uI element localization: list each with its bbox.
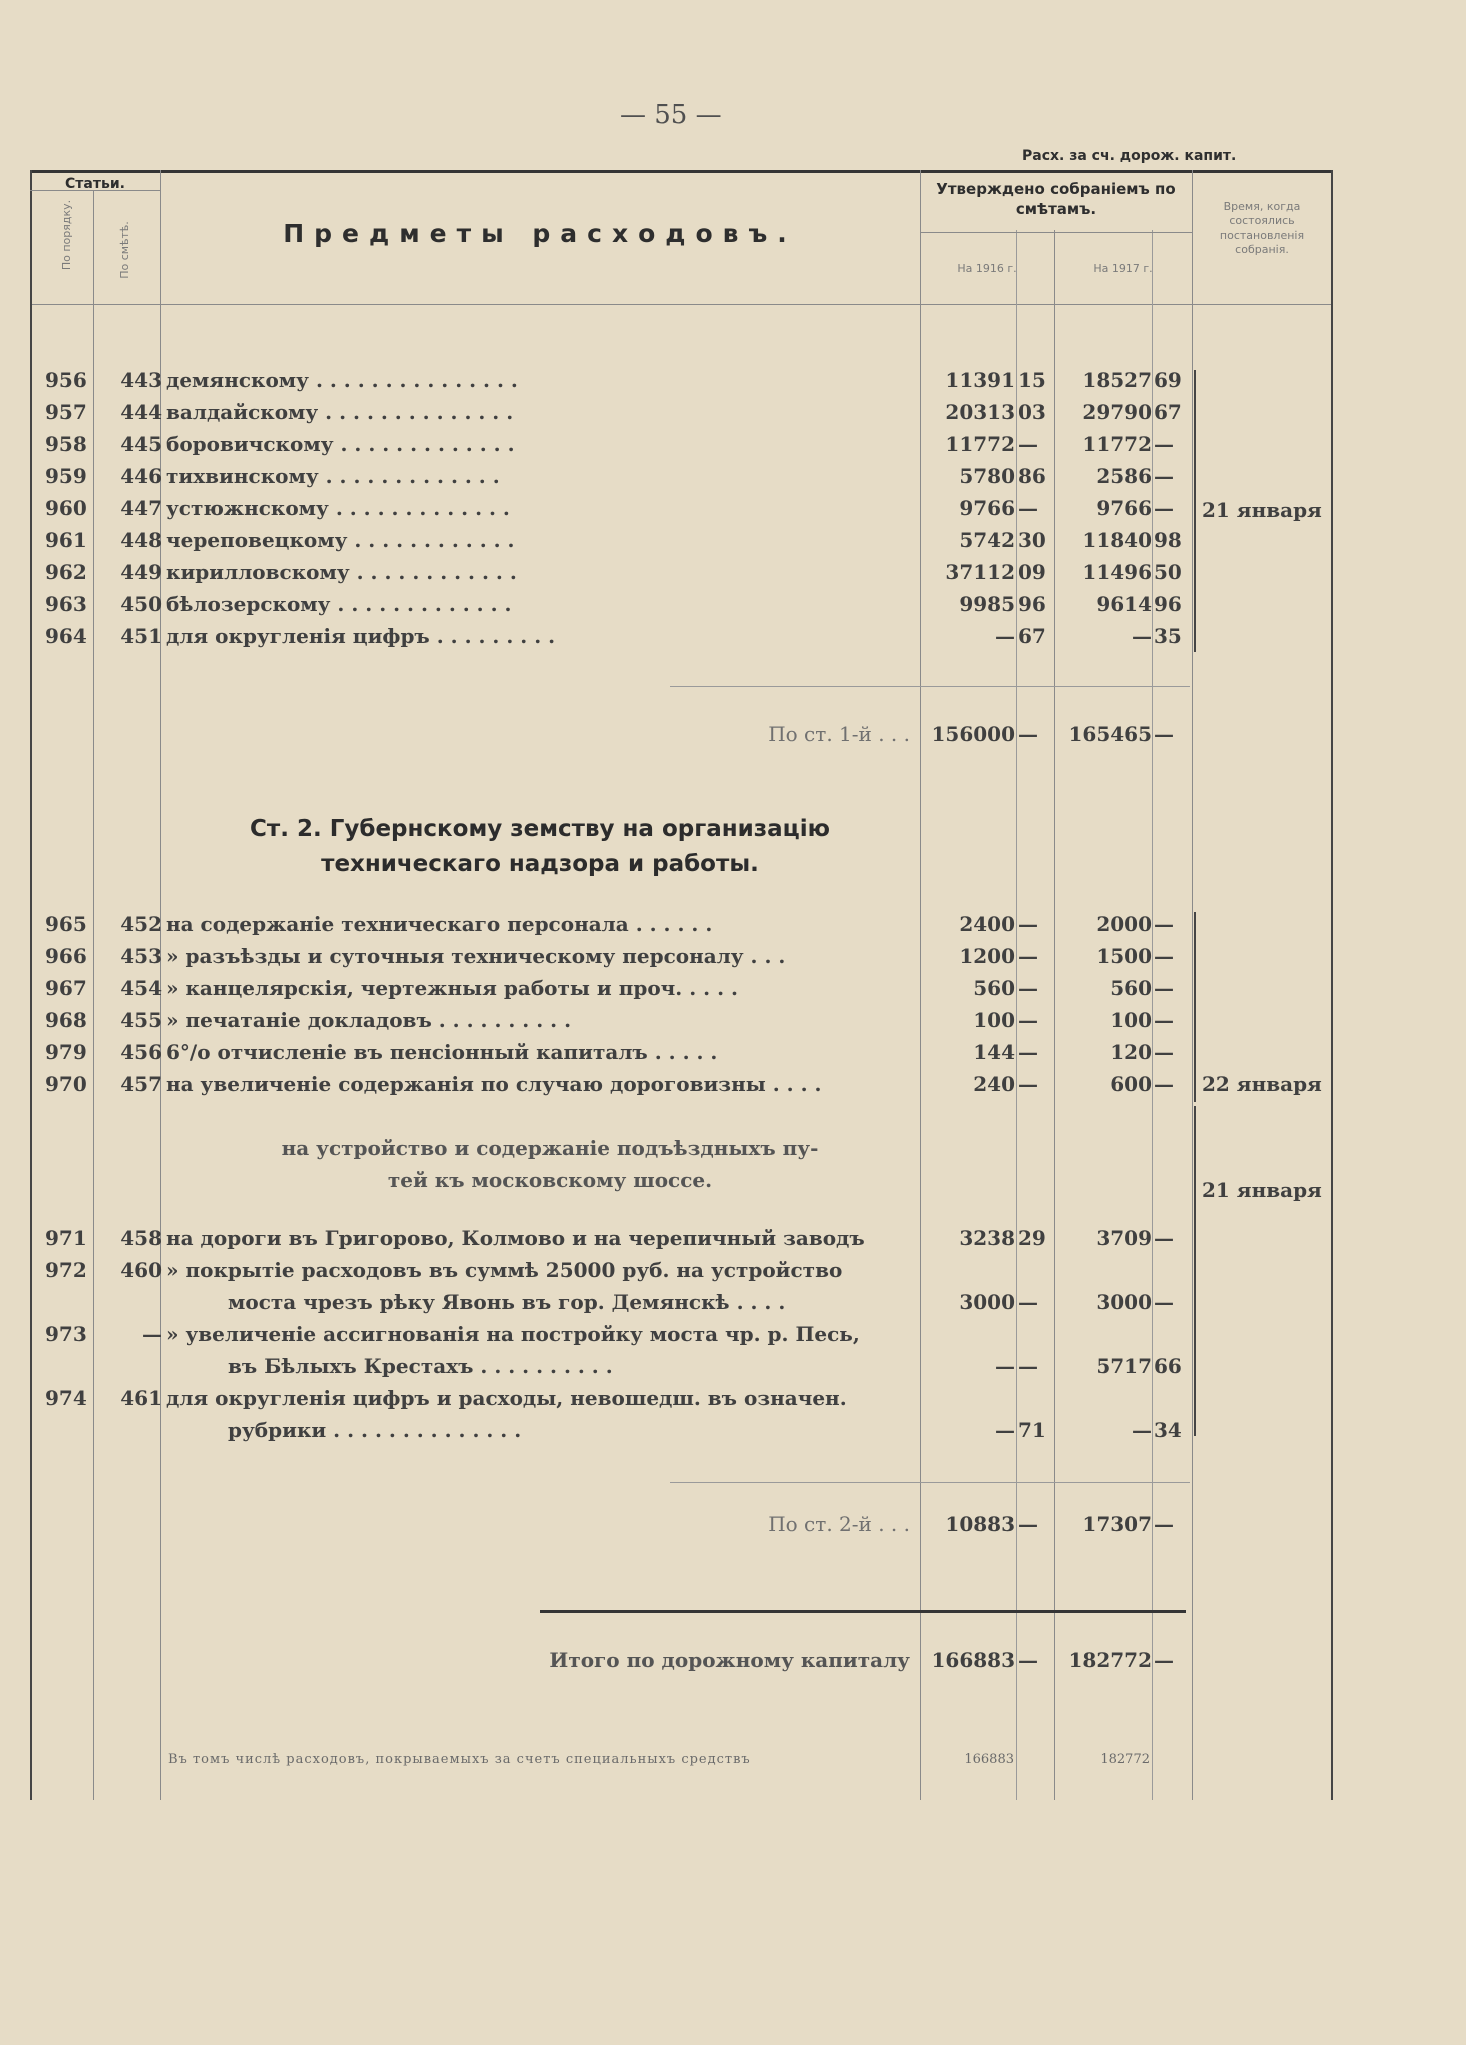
section2-total	[0, 1512, 1200, 1538]
row-ref: 454	[120, 976, 162, 1000]
page-number: — 55 —	[620, 100, 722, 130]
table-row	[0, 400, 1200, 426]
section1-total-v1916: 156000	[931, 722, 1015, 746]
section2-brace	[1194, 912, 1196, 1102]
row-ref: 460	[120, 1258, 162, 1282]
row-v1916-kop: 29	[1018, 1226, 1046, 1250]
row-v1916: 9985	[959, 592, 1015, 616]
row-ref: —	[142, 1322, 162, 1346]
row-v1917-kop: 96	[1154, 592, 1182, 616]
header-bottom-rule	[30, 304, 1333, 305]
row-v1917-kop: —	[1154, 432, 1174, 456]
row-ref: 458	[120, 1226, 162, 1250]
section1-total-v1917-kop: —	[1154, 722, 1174, 746]
row-v1916: 9766	[959, 496, 1015, 520]
row-v1916: 5742	[959, 528, 1015, 552]
section2-total-v1917-kop: —	[1154, 1512, 1174, 1536]
row-v1917: 560	[1110, 976, 1152, 1000]
row-ref: 455	[120, 1008, 162, 1032]
table-row	[0, 976, 1200, 1002]
row-v1917-kop: —	[1154, 912, 1174, 936]
row-v1916-kop: 86	[1018, 464, 1046, 488]
row-desc: въ Бѣлыхъ Крестахъ . . . . . . . . . .	[228, 1354, 613, 1378]
row-no: 967	[45, 976, 87, 1000]
table-row	[0, 1040, 1200, 1066]
row-ref: 443	[120, 368, 162, 392]
row-v1917: 2000	[1096, 912, 1152, 936]
row-v1917: 3000	[1096, 1290, 1152, 1314]
row-desc: » покрытіе расходовъ въ суммѣ 25000 руб. на устройство	[166, 1258, 843, 1282]
table-row	[0, 1226, 1200, 1252]
section2-total-v1916: 10883	[945, 1512, 1015, 1536]
row-desc: для округленія цифръ и расходы, невошедш. въ означен.	[166, 1386, 847, 1410]
row-ref: 447	[120, 496, 162, 520]
table-row	[0, 464, 1200, 490]
row-v1916: 1200	[959, 944, 1015, 968]
row-v1916: 11772	[945, 432, 1015, 456]
section1-brace	[1194, 370, 1196, 652]
row-v1916-kop: 30	[1018, 528, 1046, 552]
row-v1917: 9614	[1096, 592, 1152, 616]
special-note-label: Въ томъ числѣ расходовъ, покрываемыхъ за счетъ специальныхъ средствъ	[168, 1752, 751, 1767]
row-v1916: 11391	[945, 368, 1015, 392]
row-no: 970	[45, 1072, 87, 1096]
row-v1917-kop: 69	[1154, 368, 1182, 392]
row-v1917: 120	[1110, 1040, 1152, 1064]
section2-date-2: 21 января	[1202, 1178, 1322, 1202]
grand-total-rule	[540, 1610, 1186, 1613]
row-desc: » разъѣзды и суточныя техническому персоналу . . .	[166, 944, 786, 968]
section2-total-label: По ст. 2-й . . .	[768, 1512, 910, 1536]
header-resolution-time: Время, когда состоялись постановленія собранія.	[1219, 200, 1305, 256]
row-v1917-kop: 35	[1154, 624, 1182, 648]
table-row	[0, 1072, 1200, 1098]
row-v1916-kop: —	[1018, 1354, 1038, 1378]
row-desc: кирилловскому . . . . . . . . . . . .	[166, 560, 517, 584]
row-v1916: 3000	[959, 1290, 1015, 1314]
grand-total-v1916: 166883	[931, 1648, 1015, 1672]
table-row	[0, 1258, 1200, 1284]
row-v1917: 11772	[1082, 432, 1152, 456]
row-v1916: —	[995, 1354, 1015, 1378]
table-row	[0, 1322, 1200, 1348]
row-v1916-kop: —	[1018, 944, 1038, 968]
row-desc: для округленія цифръ . . . . . . . . .	[166, 624, 556, 648]
special-note-v1916: 166883	[964, 1752, 1014, 1767]
section2-total-v1916-kop: —	[1018, 1512, 1038, 1536]
table-row	[0, 1290, 1200, 1316]
table-row	[0, 432, 1200, 458]
row-no: 961	[45, 528, 87, 552]
row-v1917-kop: 98	[1154, 528, 1182, 552]
subheading: на устройство и содержаніе подъѣздныхъ пу- тей къ московскому шоссе.	[281, 1136, 819, 1192]
row-v1917-kop: 34	[1154, 1418, 1182, 1442]
row-desc: » канцелярскія, чертежныя работы и проч. . . . .	[166, 976, 738, 1000]
row-desc: демянскому . . . . . . . . . . . . . . .	[166, 368, 518, 392]
row-desc: бѣлозерскому . . . . . . . . . . . . .	[166, 592, 512, 616]
row-v1917: 18527	[1082, 368, 1152, 392]
row-v1917: 11496	[1082, 560, 1152, 584]
row-v1916-kop: —	[1018, 912, 1038, 936]
section2-total-v1917: 17307	[1082, 1512, 1152, 1536]
header-approved: Утверждено собраніемъ по смѣтамъ.	[936, 180, 1176, 218]
row-v1916: 3238	[959, 1226, 1015, 1250]
row-ref: 448	[120, 528, 162, 552]
row-v1917-kop: 66	[1154, 1354, 1182, 1378]
section1-total-v1917: 165465	[1068, 722, 1152, 746]
row-v1916-kop: —	[1018, 1008, 1038, 1032]
table-row	[0, 560, 1200, 586]
row-v1916-kop: —	[1018, 496, 1038, 520]
row-ref: 445	[120, 432, 162, 456]
row-v1916-kop: 67	[1018, 624, 1046, 648]
header-by-order: По порядку.	[60, 199, 73, 271]
right-border	[1331, 170, 1333, 1800]
header-years-rule	[920, 232, 1192, 233]
row-v1916: 5780	[959, 464, 1015, 488]
row-no: 966	[45, 944, 87, 968]
header-by-estimate: По смѣтѣ.	[118, 221, 131, 279]
row-no: 959	[45, 464, 87, 488]
row-v1917: 29790	[1082, 400, 1152, 424]
row-no: 965	[45, 912, 87, 936]
row-v1917: 2586	[1096, 464, 1152, 488]
row-desc: 6°/о отчисленіе въ пенсіонный капиталъ . . . . .	[166, 1040, 718, 1064]
row-desc: череповецкому . . . . . . . . . . . .	[166, 528, 515, 552]
row-v1917: 1500	[1096, 944, 1152, 968]
row-v1916-kop: 03	[1018, 400, 1046, 424]
row-no: 974	[45, 1386, 87, 1410]
row-v1916-kop: —	[1018, 432, 1038, 456]
row-no: 956	[45, 368, 87, 392]
row-v1917: 600	[1110, 1072, 1152, 1096]
row-no: 964	[45, 624, 87, 648]
row-v1916-kop: 96	[1018, 592, 1046, 616]
special-note-v1917: 182772	[1100, 1752, 1150, 1767]
grand-total-label: Итого по дорожному капиталу	[549, 1648, 910, 1672]
row-no: 958	[45, 432, 87, 456]
section2-date-1: 22 января	[1202, 1072, 1322, 1096]
table-row	[0, 496, 1200, 522]
row-no: 957	[45, 400, 87, 424]
section2-total-rule	[670, 1482, 1190, 1483]
row-v1917: 9766	[1096, 496, 1152, 520]
row-ref: 456	[120, 1040, 162, 1064]
row-ref: 453	[120, 944, 162, 968]
row-v1917: —	[1132, 624, 1152, 648]
row-v1917: 100	[1110, 1008, 1152, 1032]
row-v1916: —	[995, 624, 1015, 648]
header-articles: Статьи.	[65, 176, 125, 192]
row-ref: 446	[120, 464, 162, 488]
row-v1916-kop: 09	[1018, 560, 1046, 584]
table-row	[0, 592, 1200, 618]
row-v1917-kop: —	[1154, 1072, 1174, 1096]
row-v1916-kop: —	[1018, 976, 1038, 1000]
row-desc: моста чрезъ рѣку Явонь въ гор. Демянскѣ . . . .	[228, 1290, 786, 1314]
row-no: 968	[45, 1008, 87, 1032]
row-v1917-kop: —	[1154, 976, 1174, 1000]
row-no: 972	[45, 1258, 87, 1282]
section1-total-rule	[670, 686, 1190, 687]
row-v1916-kop: —	[1018, 1040, 1038, 1064]
table-row	[0, 1354, 1200, 1380]
row-desc: » увеличеніе ассигнованія на постройку моста чр. р. Песь,	[166, 1322, 860, 1346]
row-ref: 450	[120, 592, 162, 616]
row-desc: » печатаніе докладовъ . . . . . . . . . .	[166, 1008, 572, 1032]
table-row	[0, 624, 1200, 650]
row-desc: устюжнскому . . . . . . . . . . . . .	[166, 496, 510, 520]
section1-total-label: По ст. 1-й . . .	[768, 722, 910, 746]
row-desc: на содержаніе техническаго персонала . . . . . .	[166, 912, 713, 936]
row-v1917: —	[1132, 1418, 1152, 1442]
row-desc: валдайскому . . . . . . . . . . . . . .	[166, 400, 514, 424]
row-v1917-kop: —	[1154, 1008, 1174, 1032]
table-row	[0, 912, 1200, 938]
row-v1917: 5717	[1096, 1354, 1152, 1378]
row-no: 963	[45, 592, 87, 616]
row-v1916: 560	[973, 976, 1015, 1000]
section1-total-v1916-kop: —	[1018, 722, 1038, 746]
row-desc: на увеличеніе содержанія по случаю дороговизны . . . .	[166, 1072, 822, 1096]
grand-total-v1916-kop: —	[1018, 1648, 1038, 1672]
header-subjects: Предметы расходовъ.	[283, 219, 797, 248]
row-no: 962	[45, 560, 87, 584]
table-row	[0, 1008, 1200, 1034]
row-ref: 461	[120, 1386, 162, 1410]
grand-total	[0, 1648, 1200, 1674]
row-v1916-kop: 71	[1018, 1418, 1046, 1442]
row-v1916: 144	[973, 1040, 1015, 1064]
row-desc: тихвинскому . . . . . . . . . . . . .	[166, 464, 500, 488]
row-v1917-kop: —	[1154, 944, 1174, 968]
row-no: 979	[45, 1040, 87, 1064]
row-ref: 457	[120, 1072, 162, 1096]
grand-total-v1917: 182772	[1068, 1648, 1152, 1672]
row-v1917-kop: 50	[1154, 560, 1182, 584]
row-v1916: 100	[973, 1008, 1015, 1032]
row-v1916: 20313	[945, 400, 1015, 424]
row-v1917-kop: —	[1154, 1040, 1174, 1064]
row-desc: боровичскому . . . . . . . . . . . . .	[166, 432, 515, 456]
row-v1917-kop: —	[1154, 1290, 1174, 1314]
row-v1916: 240	[973, 1072, 1015, 1096]
row-v1916-kop: 15	[1018, 368, 1046, 392]
row-v1917-kop: 67	[1154, 400, 1182, 424]
row-no: 971	[45, 1226, 87, 1250]
row-v1916: —	[995, 1418, 1015, 1442]
row-v1916: 37112	[945, 560, 1015, 584]
row-v1917-kop: —	[1154, 496, 1174, 520]
row-v1917: 3709	[1096, 1226, 1152, 1250]
row-ref: 444	[120, 400, 162, 424]
row-v1916-kop: —	[1018, 1072, 1038, 1096]
row-desc: рубрики . . . . . . . . . . . . . .	[228, 1418, 522, 1442]
table-row	[0, 1386, 1200, 1412]
table-row	[0, 944, 1200, 970]
row-ref: 451	[120, 624, 162, 648]
row-desc: на дороги въ Григорово, Колмово и на черепичный заводъ	[166, 1226, 865, 1250]
section2-title: Ст. 2. Губернскому земству на организацію техническаго надзора и работы.	[250, 816, 830, 877]
row-v1917-kop: —	[1154, 464, 1174, 488]
header-note: Расх. за сч. дорож. капит.	[1022, 148, 1237, 164]
table-top-rule	[30, 170, 1333, 173]
table-row	[0, 368, 1200, 394]
header-year-1917: На 1917 г.	[1093, 262, 1153, 275]
row-v1917: 11840	[1082, 528, 1152, 552]
row-v1917-kop: —	[1154, 1226, 1174, 1250]
section1-date: 21 января	[1202, 498, 1322, 522]
row-no: 973	[45, 1322, 87, 1346]
row-no: 960	[45, 496, 87, 520]
row-v1916-kop: —	[1018, 1290, 1038, 1314]
row-ref: 452	[120, 912, 162, 936]
grand-total-v1917-kop: —	[1154, 1648, 1174, 1672]
section1-total	[0, 722, 1200, 748]
table-row	[0, 1418, 1200, 1444]
header-year-1916: На 1916 г.	[957, 262, 1017, 275]
row-ref: 449	[120, 560, 162, 584]
table-row	[0, 528, 1200, 554]
row-v1916: 2400	[959, 912, 1015, 936]
